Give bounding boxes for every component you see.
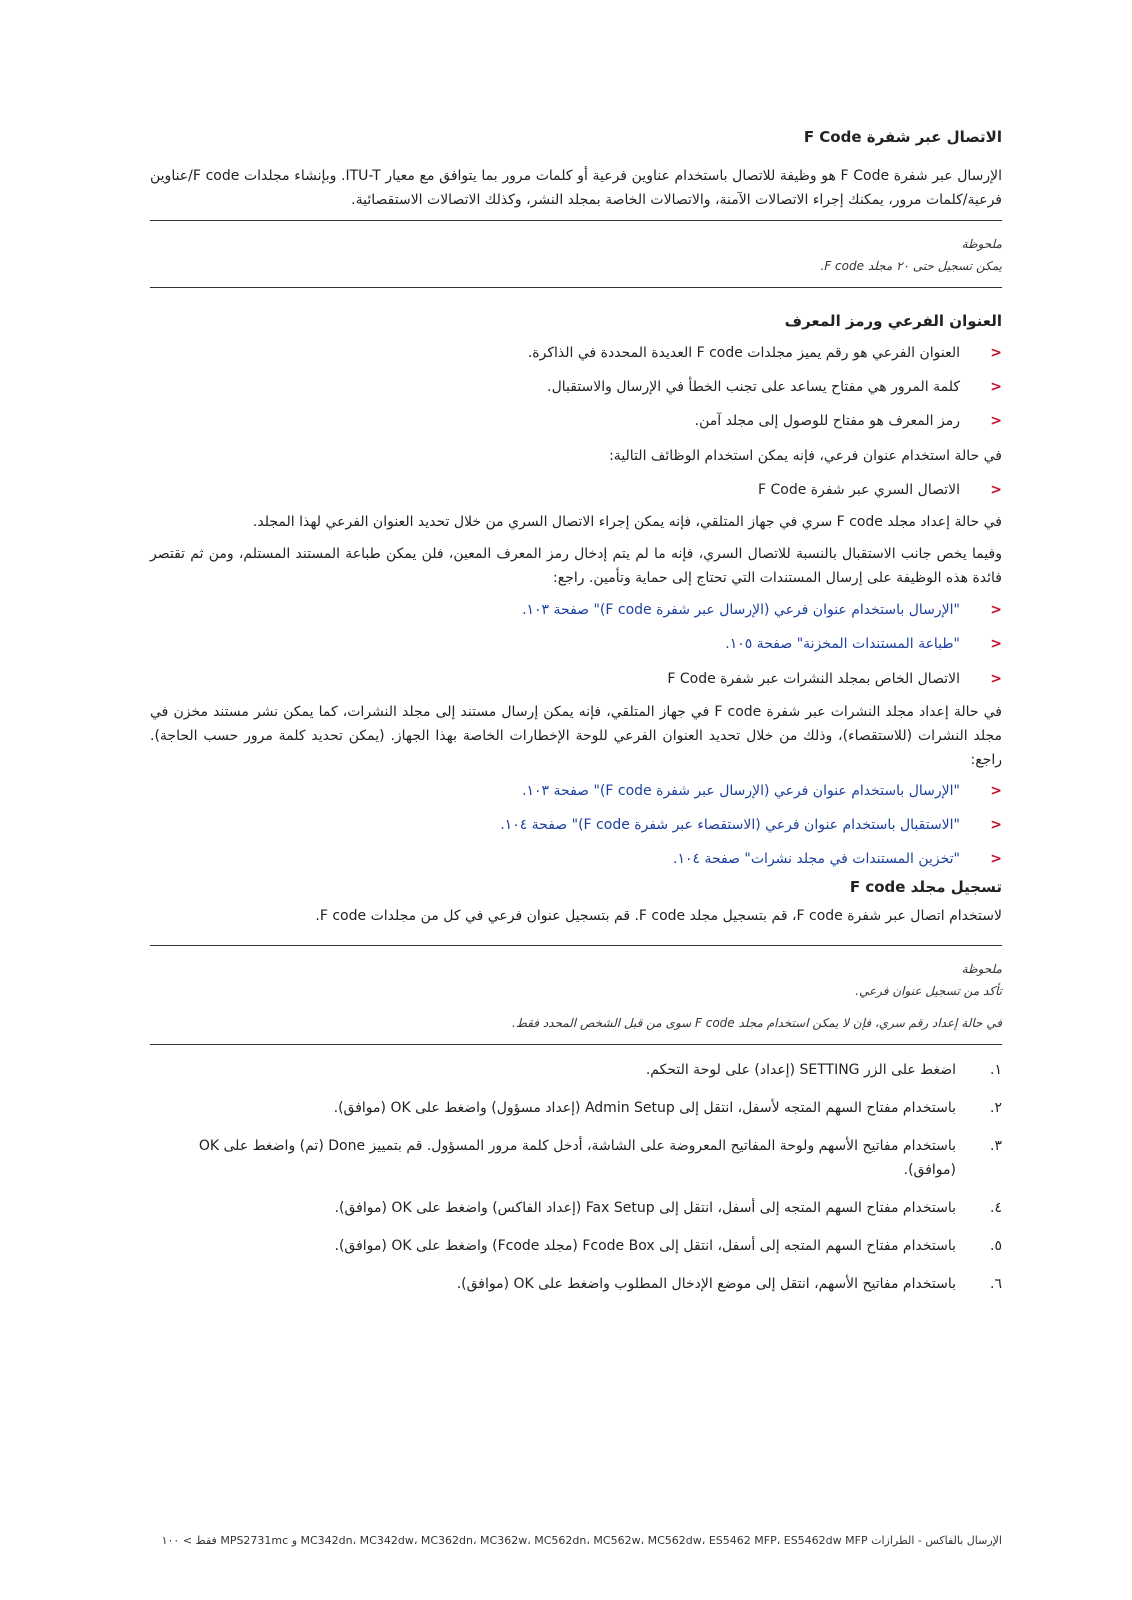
note-box-2 (150, 945, 1002, 1045)
section-title-register: تسجيل مجلد F code (849, 878, 1002, 896)
cross-reference-link[interactable]: "تخزين المستندات في مجلد نشرات" صفحة ١٠٤. (673, 851, 960, 867)
arrow-bullet-icon: < (990, 413, 1002, 429)
arrow-bullet-icon: < (990, 345, 1002, 361)
note-text: يمكن تسجيل حتى ٢٠ مجلد F code. (820, 259, 1002, 273)
list-item: < كلمة المرور هي مفتاح يساعد على تجنب الخطأ في الإرسال والاستقبال. (150, 370, 1002, 404)
bulletin-heading (150, 662, 1002, 696)
register-steps (150, 1058, 1002, 1310)
bulletin-para: في حالة إعداد مجلد النشرات عبر شفرة F code في جهاز المتلقي، فإنه يمكن إرسال مستند إلى مجلد النشرات، كما يمكن نشر مستند مخزن في مجلد النشرات (للاستقصاء)، وذلك من خلال تحديد العنوان الفرعي للوحة الإخطارات الخاصة بهذا الجهاز. (يمكن تحديد كلمة مرور حسب الحاجة). راجع: (150, 704, 1003, 768)
arrow-bullet-icon: < (990, 602, 1002, 618)
confidential-para-2: وفيما يخص جانب الاستقبال بالنسبة للاتصال السري، فإنه ما لم يتم إدخال رمز المعرف المعين، فلن يمكن طباعة المستند المستلم، ومن ثم تقتصر فائدة هذه الوظيفة على إرسال المستندات التي تحتاج إلى حماية وتأمين. راجع: (150, 546, 1002, 586)
step-item: ١. اضغط على الزر SETTING (إعداد) على لوحة التحكم. (645, 1062, 1002, 1078)
arrow-bullet-icon: < (990, 636, 1002, 652)
confidential-heading (150, 473, 1002, 507)
cross-reference-link[interactable]: "الإرسال باستخدام عنوان فرعي (الإرسال عبر شفرة F code)" صفحة ١٠٣. (522, 602, 960, 618)
list-item[interactable] (150, 593, 1002, 627)
step-item: ٢. باستخدام مفتاح السهم المتجه لأسفل، انتقل إلى Admin Setup (إعداد مسؤول) واضغط على OK (موافق). (333, 1100, 1002, 1116)
cross-reference-link[interactable]: "الإرسال باستخدام عنوان فرعي (الإرسال عبر شفرة F code)" صفحة ١٠٣. (522, 783, 960, 799)
list-item[interactable] (150, 808, 1002, 842)
note-text: تأكد من تسجيل عنوان فرعي. (855, 984, 1002, 998)
arrow-bullet-icon: < (990, 851, 1002, 867)
list-item[interactable] (150, 774, 1002, 808)
list-item[interactable] (150, 627, 1002, 661)
register-para: لاستخدام اتصال عبر شفرة F code، قم بتسجيل مجلد F code. قم بتسجيل عنوان فرعي في كل من مجلدات F code. (315, 908, 1002, 924)
step-item: ٥. باستخدام مفتاح السهم المتجه إلى أسفل، انتقل إلى Fcode Box (مجلد Fcode) واضغط على OK (موافق). (334, 1238, 1002, 1254)
cross-reference-link[interactable]: "الاستقبال باستخدام عنوان فرعي (الاستقصاء عبر شفرة F code)" صفحة ١٠٤. (500, 817, 960, 833)
arrow-bullet-icon: < (990, 783, 1002, 799)
list-item: < الاتصال السري عبر شفرة F Code (150, 473, 1002, 507)
intro-paragraph: الإرسال عبر شفرة F Code هو وظيفة للاتصال باستخدام عناوين فرعية أو كلمات مرور بما يتوافق مع معيار ITU-T. وبإنشاء مجلدات F code/عناوين فرعية/كلمات مرور، يمكنك إجراء الاتصالات الآمنة، والاتصالات الخاصة بمجلد النشر، وكذلك الاتصالات الاستقصائية. (150, 168, 1003, 208)
bulletin-links (150, 774, 1002, 876)
subaddress-list (150, 336, 1002, 438)
page-footer: الإرسال بالفاكس - الطرازات MC342dn، MC342dw، MC362dn، MC362w، MC562dn، MC562w، MC562dw، ES5462 MFP، ES5462dw MFP و MPS2731mc فقط > ١٠٠ (161, 1534, 1002, 1547)
note-label: ملحوظة (961, 237, 1002, 251)
list-item: < رمز المعرف هو مفتاح للوصول إلى مجلد آمن. (150, 404, 1002, 438)
list-item[interactable] (150, 842, 1002, 876)
step-item: ٣. باستخدام مفاتيح الأسهم ولوحة المفاتيح المعروضة على الشاشة، أدخل كلمة مرور المسؤول. قم بتمييز Done (تم) واضغط على OK (موافق). (198, 1138, 1002, 1178)
arrow-bullet-icon: < (990, 671, 1002, 687)
confidential-para-1: في حالة إعداد مجلد F code سري في جهاز المتلقي، فإنه يمكن إجراء الاتصال السري من خلال تحديد العنوان الفرعي لهذا المجلد. (252, 514, 1002, 530)
document-page (150, 0, 1002, 1600)
note-label: ملحوظة (961, 962, 1002, 976)
cross-reference-link[interactable]: "طباعة المستندات المخزنة" صفحة ١٠٥. (725, 636, 960, 652)
step-item: ٦. باستخدام مفاتيح الأسهم، انتقل إلى موضع الإدخال المطلوب واضغط على OK (موافق). (456, 1276, 1002, 1292)
step-item: ٤. باستخدام مفتاح السهم المتجه إلى أسفل، انتقل إلى Fax Setup (إعداد الفاكس) واضغط على OK (موافق). (334, 1200, 1002, 1216)
note-box-1 (150, 220, 1002, 288)
arrow-bullet-icon: < (990, 817, 1002, 833)
list-item: < الاتصال الخاص بمجلد النشرات عبر شفرة F Code (150, 662, 1002, 696)
confidential-links (150, 593, 1002, 661)
note-text: في حالة إعداد رقم سري، فإن لا يمكن استخدام مجلد F code سوى من قبل الشخص المحدد فقط. (512, 1016, 1002, 1030)
functions-intro: في حالة استخدام عنوان فرعي، فإنه يمكن استخدام الوظائف التالية: (609, 448, 1002, 464)
section-title-fcode: الاتصال عبر شفرة F Code (803, 128, 1002, 146)
list-item: < العنوان الفرعي هو رقم يميز مجلدات F code العديدة المحددة في الذاكرة. (150, 336, 1002, 370)
arrow-bullet-icon: < (990, 482, 1002, 498)
section-title-subaddress: العنوان الفرعي ورمز المعرف (784, 312, 1002, 330)
arrow-bullet-icon: < (990, 379, 1002, 395)
